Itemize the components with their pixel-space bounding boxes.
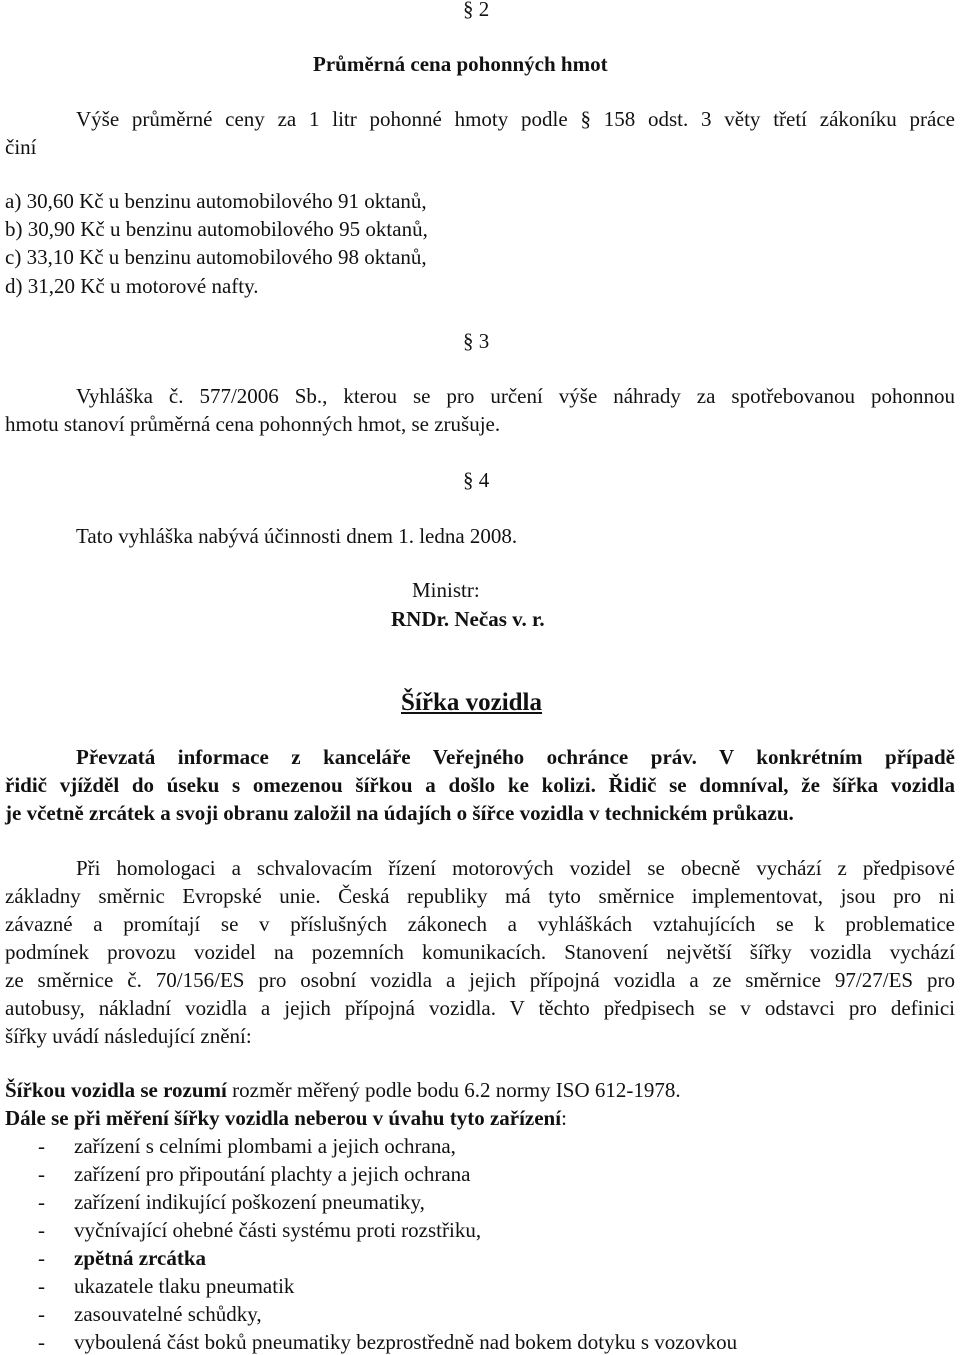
- list-dash: -: [38, 1330, 45, 1354]
- price-item-a: a) 30,60 Kč u benzinu automobilového 91 oktanů,: [5, 189, 427, 213]
- list-dash: -: [38, 1162, 45, 1186]
- article-bold-line1: Převzatá informace z kanceláře Veřejného ochránce práv. V konkrétním případě: [76, 745, 955, 769]
- list-item-text: vyčnívající ohebné části systému proti rozstřiku,: [74, 1218, 482, 1242]
- list-item-text: zařízení pro připoutání plachty a jejich ochrana: [74, 1162, 471, 1186]
- section-3-text-line1: Vyhláška č. 577/2006 Sb., kterou se pro určení výše náhrady za spotřebovanou pohonnou: [76, 384, 955, 408]
- list-item-text: zařízení s celními plombami a jejich ochrana,: [74, 1134, 456, 1158]
- price-item-d: d) 31,20 Kč u motorové nafty.: [5, 274, 259, 298]
- list-item-text: vyboulená část boků pneumatiky bezprostředně nad bokem dotyku s vozovkou: [74, 1330, 738, 1354]
- exclusion-list-intro: [5, 1105, 567, 1131]
- section-2-number: § 2: [463, 0, 490, 21]
- section-3-text-line2: hmotu stanoví průměrná cena pohonných hmot, se zrušuje.: [5, 412, 501, 436]
- article-title: Šířka vozidla: [401, 689, 542, 716]
- article-para-line2: základny směrnic Evropské unie. Česká republiky má tyto směrnice implementovat, jsou pro ni: [5, 884, 955, 908]
- list-item-text: ukazatele tlaku pneumatik: [74, 1274, 295, 1298]
- list-item: [38, 1301, 262, 1327]
- exclusion-list-intro-text: Dále se při měření šířky vozidla neberou v úvahu tyto zařízení: [5, 1106, 562, 1130]
- section-2-heading: Průměrná cena pohonných hmot: [313, 52, 608, 76]
- width-definition-text: rozměr měřený podle bodu 6.2 normy ISO 612-1978.: [226, 1078, 681, 1102]
- section-4-text: Tato vyhláška nabývá účinnosti dnem 1. ledna 2008.: [76, 524, 518, 548]
- list-item: [38, 1273, 294, 1299]
- list-item: [38, 1245, 206, 1271]
- signature-name: RNDr. Nečas v. r.: [391, 607, 545, 631]
- section-2-intro-cont: činí: [5, 135, 37, 159]
- list-dash: -: [38, 1246, 45, 1270]
- list-dash: -: [38, 1274, 45, 1298]
- article-para-line3: závazné a promítají se v příslušných zákonech a vyhláškách vztahujících se k problematice: [5, 912, 955, 936]
- list-item: [38, 1161, 471, 1187]
- list-dash: -: [38, 1302, 45, 1326]
- section-3-number: § 3: [463, 329, 490, 353]
- list-item: [38, 1329, 737, 1355]
- article-para-line7: šířky uvádí následující znění:: [5, 1024, 252, 1048]
- price-item-c: c) 33,10 Kč u benzinu automobilového 98 oktanů,: [5, 245, 427, 269]
- list-item-text: zařízení indikující poškození pneumatiky,: [74, 1190, 425, 1214]
- list-item-text: zpětná zrcátka: [74, 1246, 206, 1270]
- section-4-number: § 4: [463, 468, 490, 492]
- article-para-line5: ze směrnice č. 70/156/ES pro osobní vozidla a jejich přípojná vozidla a ze směrnice 97/27/ES pro: [5, 968, 955, 992]
- article-bold-line3: je včetně zrcátek a svoji obranu založil na údajích o šířce vozidla v technickém průkazu.: [5, 801, 794, 825]
- list-item: [38, 1217, 481, 1243]
- price-item-b: b) 30,90 Kč u benzinu automobilového 95 oktanů,: [5, 217, 428, 241]
- list-item: [38, 1189, 425, 1215]
- article-para-line1: Při homologaci a schvalovacím řízení motorových vozidel se obecně vychází z předpisové: [76, 856, 955, 880]
- exclusion-list-intro-colon: :: [561, 1106, 567, 1130]
- list-item: [38, 1133, 456, 1159]
- list-dash: -: [38, 1134, 45, 1158]
- width-definition: [5, 1077, 681, 1103]
- width-definition-term: Šířkou vozidla se rozumí: [5, 1078, 227, 1102]
- list-dash: -: [38, 1218, 45, 1242]
- list-item-text: zasouvatelné schůdky,: [74, 1302, 262, 1326]
- article-para-line6: autobusy, nákladní vozidla a jejich přípojná vozidla. V těchto předpisech se v odstavci pro definici: [5, 996, 955, 1020]
- list-dash: -: [38, 1190, 45, 1214]
- article-para-line4: podmínek provozu vozidel na pozemních komunikacích. Stanovení největší šířky vozidla vychází: [5, 940, 955, 964]
- signature-role: Ministr:: [412, 578, 480, 602]
- article-bold-line2: řidič vjížděl do úseku s omezenou šířkou a došlo ke kolizi. Řidič se domníval, že šířka vozidla: [5, 773, 955, 797]
- section-2-intro: Výše průměrné ceny za 1 litr pohonné hmoty podle § 158 odst. 3 věty třetí zákoníku práce: [76, 107, 955, 131]
